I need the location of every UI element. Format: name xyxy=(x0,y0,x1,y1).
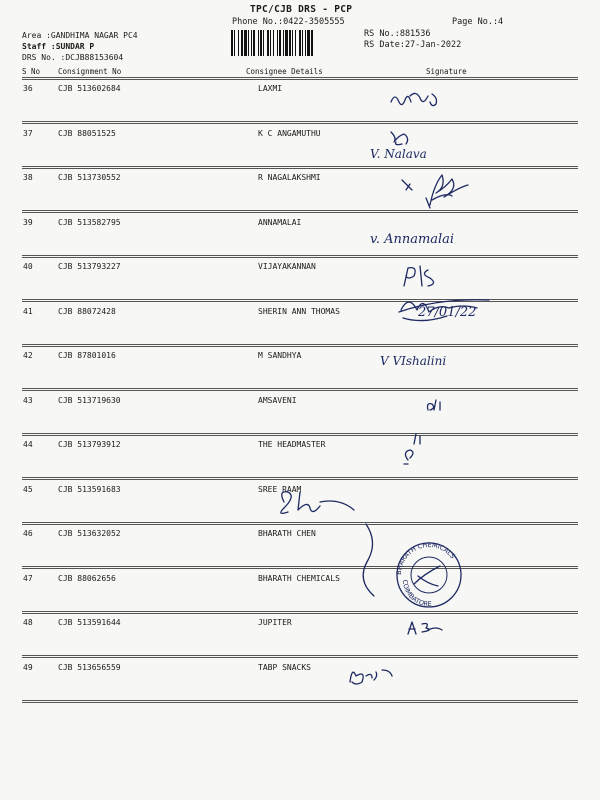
row-consignment-no: CJB 513591644 xyxy=(58,618,121,627)
row-sno: 37 xyxy=(23,128,33,138)
row-consignee: VIJAYAKANNAN xyxy=(258,262,316,271)
row-consignee: AMSAVENI xyxy=(258,395,297,405)
row-divider xyxy=(22,611,578,614)
row-divider xyxy=(22,522,578,525)
svg-text:COIMBATORE xyxy=(401,579,432,608)
area-label: Area :GANDHIMA NAGAR PC4 xyxy=(22,31,138,40)
row-consignee: M SANDHYA xyxy=(258,351,302,360)
row-consignee: BHARATH CHEN xyxy=(258,529,316,538)
row-consignee: SHERIN ANN THOMAS xyxy=(258,306,340,316)
signature-40 xyxy=(400,262,438,290)
row-consignee: BHARATH CHEMICALS xyxy=(258,573,340,583)
row-sno: 41 xyxy=(23,306,33,316)
row-consignment-no: CJB 88072428 xyxy=(58,306,116,316)
row-consignee: THE HEADMASTER xyxy=(258,440,326,449)
column-header-signature: Signature xyxy=(426,67,467,76)
row-consignment-no: CJB 513719630 xyxy=(58,395,121,405)
row-divider xyxy=(22,255,578,258)
row-consignment-no: CJB 513793227 xyxy=(58,262,121,271)
row-consignment-no: CJB 513582795 xyxy=(58,217,121,227)
row-divider xyxy=(22,388,578,391)
row-divider xyxy=(22,121,578,124)
row-consignment-no: CJB 513591683 xyxy=(58,484,121,494)
header-divider xyxy=(22,77,578,80)
column-header-consignment: Consignment No xyxy=(58,67,122,76)
signature-42: V VIshalini xyxy=(380,354,447,368)
document-title: TPC/CJB DRS - PCP xyxy=(250,4,353,15)
column-header-sno: S No xyxy=(22,67,41,76)
signature-38-mark xyxy=(400,178,416,192)
company-stamp xyxy=(384,540,474,610)
row-consignment-no: CJB 513602684 xyxy=(58,84,121,93)
signature-45 xyxy=(276,484,356,518)
row-sno: 43 xyxy=(23,395,33,405)
signature-49 xyxy=(346,662,396,686)
stamp-text-bottom: COIMBATORE xyxy=(400,579,432,609)
row-divider xyxy=(22,433,578,436)
row-consignee: ANNAMALAI xyxy=(258,217,302,227)
row-sno: 48 xyxy=(23,618,33,627)
row-consignment-no: CJB 513656559 xyxy=(58,662,121,672)
row-consignment-no: CJB 513730552 xyxy=(58,173,121,182)
row-sno: 47 xyxy=(23,573,33,583)
row-sno: 49 xyxy=(23,662,33,672)
row-consignee: SREE RAAM xyxy=(258,484,302,494)
row-consignee: LAXMI xyxy=(258,84,283,93)
rs-number: RS No.:881536 xyxy=(364,29,431,39)
rs-date: RS Date:27-Jan-2022 xyxy=(364,40,462,50)
signature-48 xyxy=(404,618,444,638)
row-divider xyxy=(22,210,578,213)
staff-label: Staff :SUNDAR P xyxy=(22,42,95,51)
phone-number: Phone No.:0422-3505555 xyxy=(232,17,345,27)
signature-41-date: 27/01/22 xyxy=(418,305,477,320)
signature-46 xyxy=(352,520,382,600)
row-sno: 44 xyxy=(23,440,33,449)
row-consignment-no: CJB 88062656 xyxy=(58,573,116,583)
row-consignee: TABP SNACKS xyxy=(258,662,311,672)
row-consignment-no: CJB 87801016 xyxy=(58,351,116,360)
row-sno: 36 xyxy=(23,84,33,93)
row-divider xyxy=(22,566,578,569)
row-consignee: JUPITER xyxy=(258,618,292,627)
signature-43 xyxy=(424,398,446,414)
barcode xyxy=(231,30,356,56)
row-divider xyxy=(22,700,578,703)
column-header-consignee: Consignee Details xyxy=(246,67,323,76)
signature-38 xyxy=(420,170,475,210)
row-sno: 42 xyxy=(23,351,33,360)
signature-36 xyxy=(388,88,448,110)
row-consignee: R NAGALAKSHMI xyxy=(258,173,321,182)
row-sno: 45 xyxy=(23,484,33,494)
signature-37: V. Nalava xyxy=(370,147,427,161)
signature-37-mark xyxy=(386,128,421,148)
row-sno: 39 xyxy=(23,217,33,227)
row-consignment-no: CJB 88051525 xyxy=(58,128,116,138)
row-consignment-no: CJB 513632052 xyxy=(58,529,121,538)
row-divider xyxy=(22,166,578,169)
page-number: Page No.:4 xyxy=(452,17,504,27)
row-consignment-no: CJB 513793912 xyxy=(58,440,121,449)
svg-text:BHARATH CHEMICALS xyxy=(395,541,457,575)
stamp-text-top: BHARATH CHEMICALS xyxy=(394,540,457,576)
row-divider xyxy=(22,344,578,347)
row-sno: 46 xyxy=(23,529,33,538)
row-sno: 38 xyxy=(23,173,33,182)
signature-39: v. Annamalai xyxy=(370,232,455,247)
row-consignee: K C ANGAMUTHU xyxy=(258,128,321,138)
signature-44 xyxy=(400,430,426,470)
row-divider xyxy=(22,477,578,480)
drs-number: DRS No. :DCJB88153604 xyxy=(22,53,124,62)
row-divider xyxy=(22,655,578,658)
row-sno: 40 xyxy=(23,262,33,271)
